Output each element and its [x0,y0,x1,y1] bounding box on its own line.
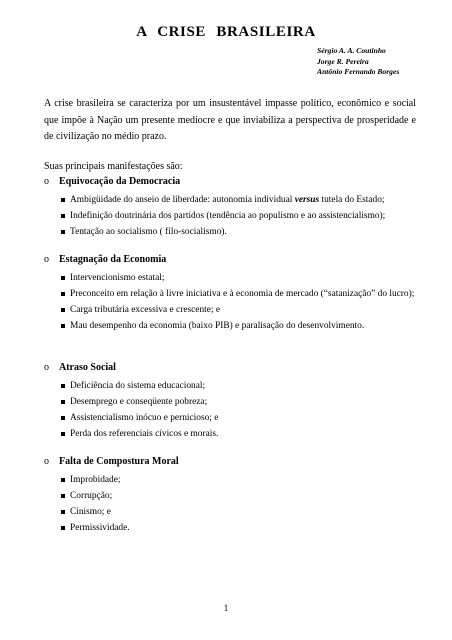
list-item [44,520,424,536]
list-item-text: Indefinição doutrinária dos partidos (tendência ao populismo e ao assistencialismo); [70,211,386,221]
author-name: Antônio Fernando Borges [317,67,400,76]
list-item [44,208,424,224]
list-item [44,410,424,426]
square-bullet-icon [61,276,65,280]
section-item-list [44,378,424,442]
section-democracia [44,174,424,240]
section-heading-label: Equivocação da Democracia [59,176,181,187]
list-item-text: Intervencionismo estatal; [70,273,165,283]
square-bullet-icon [61,292,65,296]
page-number: 1 [223,603,229,613]
lead-sentence: Suas principais manifestações são: [44,161,183,172]
list-item-text-before: Ambigüidade do anseio de liberdade: autonomia individual [70,195,295,205]
list-item [44,378,424,394]
list-item-text: Deficiência do sistema educacional; [70,381,206,391]
list-item-text: Corrupção; [70,491,113,501]
section-heading-label: Atraso Social [59,362,116,373]
list-item-text: Improbidade; [70,475,121,485]
list-item-text: Permissividade. [70,523,130,533]
list-item-text: Assistencialismo inócuo e pernicioso; e [70,413,219,423]
square-bullet-icon [61,214,65,218]
square-bullet-icon [61,432,65,436]
list-item [44,270,424,286]
square-bullet-icon [61,384,65,388]
list-item [44,472,424,488]
list-item [44,394,424,410]
circle-bullet-icon: o [44,254,49,265]
list-item-text: Perda dos referenciais cívicos e morais. [70,429,219,439]
list-item-text: Cinismo; e [70,507,111,517]
list-item [44,192,424,208]
list-item [44,286,424,302]
section-economia [44,252,424,334]
section-compostura-moral [44,454,424,536]
list-item [44,426,424,442]
list-item [44,488,424,504]
list-item [44,504,424,520]
list-item-text: Tentação ao socialismo ( filo-socialismo). [70,227,227,237]
square-bullet-icon [61,230,65,234]
page-title: A CRISE BRASILEIRA [136,24,316,40]
square-bullet-icon [61,494,65,498]
square-bullet-icon [61,478,65,482]
list-item [44,318,424,334]
section-item-list [44,192,424,240]
square-bullet-icon [61,526,65,530]
list-item-text: Mau desempenho da economia (baixo PIB) e paralisação do desenvolvimento. [70,321,365,331]
square-bullet-icon [61,198,65,202]
section-heading [44,174,424,190]
section-heading [44,252,424,268]
author-name: Jorge R. Pereira [317,56,369,66]
section-atraso-social [44,360,424,442]
author-name: Sérgio A. A. Coutinho [317,46,386,55]
author-list [317,46,399,78]
section-heading-label: Estagnação da Economia [59,254,167,265]
section-heading-label: Falta de Compostura Moral [59,456,179,467]
section-heading [44,454,424,470]
list-item [44,224,424,240]
list-item [44,302,424,318]
square-bullet-icon [61,510,65,514]
list-item-text: Preconceito em relação à livre iniciativa e à economia de mercado (“satanização” do lucro); [70,289,415,299]
section-item-list [44,270,424,334]
square-bullet-icon [61,416,65,420]
list-item-text-after: tutela do Estado; [319,195,385,205]
circle-bullet-icon: o [44,176,49,187]
section-heading [44,360,424,376]
square-bullet-icon [61,324,65,328]
section-item-list [44,472,424,536]
square-bullet-icon [61,308,65,312]
intro-paragraph: A crise brasileira se caracteriza por um insustentável impasse político, econômico e social que impõe à Nação um presente medíocre e que inviabiliza a perspectiva de prosperidade e de civilização no médio prazo. [44,98,416,142]
list-item-text: Carga tributária excessiva e crescente; e [70,305,221,315]
square-bullet-icon [61,400,65,404]
circle-bullet-icon: o [44,456,49,467]
list-item-text: Desemprego e conseqüente pobreza; [70,397,208,407]
list-item-emphasis: versus [294,195,320,205]
circle-bullet-icon: o [44,362,49,373]
